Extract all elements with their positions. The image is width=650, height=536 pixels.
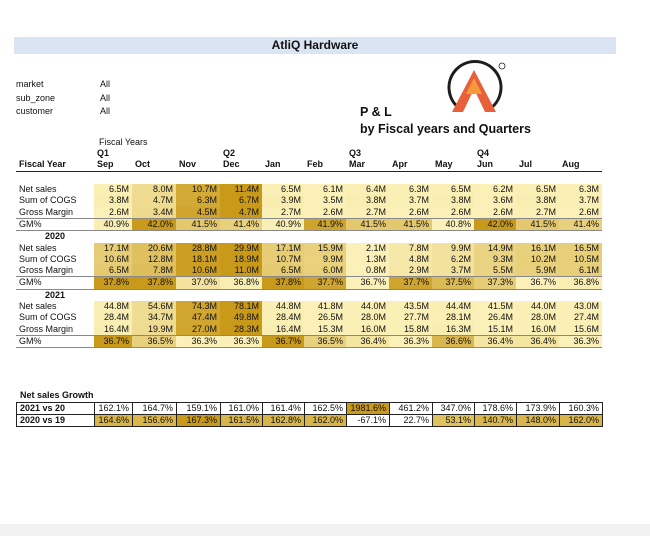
pl-matrix-table (16, 148, 602, 348)
year-row-filler (389, 289, 432, 301)
data-cell[interactable]: 36.8% (559, 277, 602, 289)
year-label (16, 171, 94, 184)
data-cell[interactable]: 9.9M (304, 254, 346, 265)
data-cell[interactable]: 37.3% (474, 277, 516, 289)
data-cell[interactable]: 41.5% (516, 218, 559, 230)
growth-cell[interactable]: 178.6% (475, 403, 517, 415)
data-cell[interactable]: 15.8M (389, 324, 432, 336)
growth-cell[interactable]: 22.7% (390, 415, 433, 427)
year-row-filler (94, 171, 132, 184)
data-cell[interactable]: 20.6M (132, 243, 176, 254)
data-cell[interactable]: 44.8M (94, 301, 132, 312)
data-cell[interactable]: 7.8M (132, 265, 176, 277)
year-row-filler (304, 171, 346, 184)
year-row-filler (559, 171, 602, 184)
data-cell[interactable]: 36.3% (559, 335, 602, 347)
quarter-label (389, 148, 432, 159)
data-cell[interactable]: 4.5M (176, 207, 220, 219)
year-row-filler (220, 231, 262, 243)
quarter-label (516, 148, 559, 159)
data-cell[interactable]: 36.5% (132, 335, 176, 347)
pl-row-net-sales (16, 184, 602, 195)
data-cell[interactable]: 4.7M (220, 207, 262, 219)
growth-cell[interactable]: 159.1% (177, 403, 221, 415)
data-cell[interactable]: 10.7M (176, 184, 220, 195)
row-label: Gross Margin (19, 265, 74, 276)
month-header: May (432, 159, 474, 171)
pl-report-title (360, 104, 531, 138)
growth-row (17, 403, 603, 415)
data-cell[interactable]: 10.6M (94, 254, 132, 265)
data-cell[interactable]: 3.6M (474, 195, 516, 206)
year-row-filler (176, 231, 220, 243)
data-cell[interactable]: 10.2M (516, 254, 559, 265)
year-row-filler (346, 289, 389, 301)
data-cell[interactable]: 17.1M (94, 243, 132, 254)
data-cell[interactable]: 40.8% (432, 218, 474, 230)
growth-cell[interactable]: 164.7% (133, 403, 177, 415)
year-row-filler (94, 289, 132, 301)
growth-cell[interactable]: 347.0% (433, 403, 475, 415)
data-cell[interactable]: 3.8M (516, 195, 559, 206)
growth-cell[interactable]: 161.0% (221, 403, 263, 415)
year-row-filler (262, 289, 304, 301)
row-label: Sum of COGS (19, 195, 77, 206)
data-cell[interactable]: 3.8M (432, 195, 474, 206)
growth-cell[interactable]: 164.6% (95, 415, 133, 427)
month-header: Oct (132, 159, 176, 171)
data-cell[interactable]: 3.7M (432, 265, 474, 277)
data-cell[interactable]: 16.0M (516, 324, 559, 336)
data-cell[interactable]: 36.3% (220, 335, 262, 347)
data-cell[interactable]: 2.7M (262, 207, 304, 219)
data-cell[interactable]: 6.1M (559, 265, 602, 277)
data-cell[interactable]: 41.5% (389, 218, 432, 230)
bottom-scroll-area (0, 524, 650, 536)
data-cell[interactable]: 6.4M (346, 184, 389, 195)
data-cell[interactable]: 12.8M (132, 254, 176, 265)
data-cell[interactable]: 29.9M (220, 243, 262, 254)
data-cell[interactable]: 28.4M (262, 312, 304, 323)
data-cell[interactable]: 36.6% (432, 335, 474, 347)
growth-cell[interactable]: 140.7% (475, 415, 517, 427)
data-cell[interactable]: 2.7M (346, 207, 389, 219)
growth-cell[interactable]: 148.0% (517, 415, 560, 427)
row-label: Net sales (19, 184, 57, 195)
data-cell[interactable]: 10.7M (262, 254, 304, 265)
data-cell[interactable]: 41.8M (304, 301, 346, 312)
data-cell[interactable]: 6.3M (176, 195, 220, 206)
data-cell[interactable]: 2.6M (559, 207, 602, 219)
year-row-filler (304, 289, 346, 301)
data-cell[interactable]: 36.4% (474, 335, 516, 347)
year-row-filler (304, 231, 346, 243)
data-cell[interactable]: 6.5M (432, 184, 474, 195)
data-cell[interactable]: 2.1M (346, 243, 389, 254)
year-header-row (16, 231, 602, 243)
filter-row-sub-zone[interactable] (16, 92, 156, 106)
data-cell[interactable]: 43.0M (559, 301, 602, 312)
row-label: Net sales (19, 301, 57, 312)
data-cell[interactable]: 26.5M (304, 312, 346, 323)
data-cell[interactable]: 6.2M (474, 184, 516, 195)
data-cell[interactable]: 4.8M (389, 254, 432, 265)
report-title-bar: AtliQ Hardware (14, 37, 616, 54)
data-cell[interactable]: 5.5M (474, 265, 516, 277)
data-cell[interactable]: 15.3M (304, 324, 346, 336)
data-cell[interactable]: 19.9M (132, 324, 176, 336)
quarter-label: Q3 (349, 148, 362, 158)
data-cell[interactable]: 9.9M (432, 243, 474, 254)
growth-cell[interactable]: 162.0% (560, 415, 603, 427)
data-cell[interactable]: 6.0M (304, 265, 346, 277)
data-cell[interactable]: 28.4M (94, 312, 132, 323)
data-cell[interactable]: 8.0M (132, 184, 176, 195)
growth-cell[interactable]: 162.0% (305, 415, 347, 427)
data-cell[interactable]: 44.8M (262, 301, 304, 312)
data-cell[interactable]: 28.8M (176, 243, 220, 254)
data-cell[interactable]: 41.5% (346, 218, 389, 230)
data-cell[interactable]: 27.0M (176, 324, 220, 336)
quarter-label: Q1 (97, 148, 110, 158)
data-cell[interactable]: 16.4M (262, 324, 304, 336)
quarter-header-row (16, 148, 602, 159)
data-cell[interactable]: 2.6M (432, 207, 474, 219)
data-cell[interactable]: 10.5M (559, 254, 602, 265)
quarter-label (432, 148, 474, 159)
year-row-filler (516, 231, 559, 243)
data-cell[interactable]: 34.7M (132, 312, 176, 323)
year-row-filler (176, 289, 220, 301)
quarter-header-spacer (16, 148, 94, 159)
pl-row-gm-pct (16, 335, 602, 347)
row-label: GM% (16, 218, 94, 230)
month-header: Jul (516, 159, 559, 171)
data-cell[interactable]: 2.6M (389, 207, 432, 219)
data-cell[interactable]: 16.0M (346, 324, 389, 336)
year-row-filler (94, 231, 132, 243)
year-row-filler (516, 289, 559, 301)
data-cell[interactable]: 18.1M (176, 254, 220, 265)
filter-panel (16, 78, 156, 119)
year-row-filler (432, 171, 474, 184)
pl-row-gm-pct (16, 218, 602, 230)
growth-cell[interactable]: 161.4% (263, 403, 305, 415)
data-cell[interactable]: 2.9M (389, 265, 432, 277)
year-label: 2021 (44, 289, 66, 300)
growth-cell[interactable]: 53.1% (433, 415, 475, 427)
growth-cell[interactable]: 173.9% (517, 403, 560, 415)
growth-row-label: 2020 vs 19 (17, 415, 95, 427)
row-label: Sum of COGS (19, 253, 77, 264)
row-label: Gross Margin (19, 206, 74, 217)
data-cell[interactable]: 6.2M (432, 254, 474, 265)
pl-row-cogs (16, 195, 602, 206)
month-header: Nov (176, 159, 220, 171)
data-cell[interactable]: 36.4% (346, 335, 389, 347)
data-cell[interactable]: 36.3% (389, 335, 432, 347)
quarter-label: Q4 (477, 148, 490, 158)
data-cell[interactable]: 36.8% (220, 277, 262, 289)
quarter-label: Q2 (223, 148, 236, 158)
data-cell[interactable]: 6.5M (262, 184, 304, 195)
growth-cell[interactable]: 167.3% (177, 415, 221, 427)
data-cell[interactable]: 41.9% (304, 218, 346, 230)
data-cell[interactable]: 4.7M (132, 195, 176, 206)
data-cell[interactable]: 37.0% (176, 277, 220, 289)
year-row-filler (559, 289, 602, 301)
filter-label: sub_zone (16, 92, 56, 103)
data-cell[interactable]: 37.8% (94, 277, 132, 289)
data-cell[interactable]: 42.0% (474, 218, 516, 230)
data-cell[interactable]: 15.6M (559, 324, 602, 336)
data-cell[interactable]: 27.7M (389, 312, 432, 323)
data-cell[interactable]: 36.5% (304, 335, 346, 347)
data-cell[interactable]: 6.7M (220, 195, 262, 206)
year-header-row (16, 289, 602, 301)
data-cell[interactable]: 3.4M (132, 207, 176, 219)
row-label: Sum of COGS (19, 312, 77, 323)
data-cell[interactable]: 54.6M (132, 301, 176, 312)
data-cell[interactable]: 0.8M (346, 265, 389, 277)
month-header: Mar (346, 159, 389, 171)
year-row-filler (220, 171, 262, 184)
data-cell[interactable]: 15.1M (474, 324, 516, 336)
month-header: Jun (474, 159, 516, 171)
filter-row-market[interactable] (16, 78, 156, 92)
data-cell[interactable]: 1.3M (346, 254, 389, 265)
growth-cell[interactable]: 162.5% (305, 403, 347, 415)
data-cell[interactable]: 36.7% (346, 277, 389, 289)
year-row-filler (262, 171, 304, 184)
data-cell[interactable]: 6.5M (94, 265, 132, 277)
year-row-filler (559, 231, 602, 243)
data-cell[interactable]: 9.3M (474, 254, 516, 265)
data-cell[interactable]: 36.4% (516, 335, 559, 347)
data-cell[interactable]: 3.8M (346, 195, 389, 206)
fiscal-years-label: Fiscal Years (99, 137, 148, 147)
year-row-filler (176, 171, 220, 184)
data-cell[interactable]: 3.9M (262, 195, 304, 206)
quarter-label (176, 148, 220, 159)
net-sales-growth-title: Net sales Growth (20, 390, 94, 400)
year-row-filler (474, 231, 516, 243)
data-cell[interactable]: 36.7% (516, 277, 559, 289)
data-cell[interactable]: 49.8M (220, 312, 262, 323)
data-cell[interactable]: 28.1M (432, 312, 474, 323)
row-label: GM% (16, 335, 94, 347)
data-cell[interactable]: 3.7M (559, 195, 602, 206)
growth-cell[interactable]: -67.1% (347, 415, 390, 427)
data-cell[interactable]: 36.3% (176, 335, 220, 347)
data-cell[interactable]: 28.0M (346, 312, 389, 323)
year-row-filler (474, 171, 516, 184)
year-row-filler (132, 171, 176, 184)
pl-row-cogs (16, 254, 602, 265)
growth-cell[interactable]: 156.6% (133, 415, 177, 427)
data-cell[interactable]: 74.3M (176, 301, 220, 312)
data-cell[interactable]: 16.3M (432, 324, 474, 336)
data-cell[interactable]: 37.8% (132, 277, 176, 289)
quarter-label (262, 148, 304, 159)
year-row-filler (474, 289, 516, 301)
month-header: Sep (94, 159, 132, 171)
filter-value[interactable]: All (100, 79, 111, 89)
growth-cell[interactable]: 160.3% (560, 403, 603, 415)
year-row-filler (516, 171, 559, 184)
data-cell[interactable]: 16.4M (94, 324, 132, 336)
pl-title-line-1: P & L (360, 105, 392, 119)
year-row-filler (389, 231, 432, 243)
data-cell[interactable]: 36.7% (262, 335, 304, 347)
year-row-filler (262, 231, 304, 243)
year-row-filler (432, 289, 474, 301)
data-cell[interactable]: 28.3M (220, 324, 262, 336)
year-row-filler (432, 231, 474, 243)
pl-row-net-sales (16, 301, 602, 312)
data-cell[interactable]: 41.4% (559, 218, 602, 230)
month-header: Aug (559, 159, 602, 171)
growth-cell[interactable]: 162.1% (95, 403, 133, 415)
row-label: Gross Margin (19, 323, 74, 334)
quarter-label (559, 148, 602, 159)
year-label: 2020 (44, 231, 66, 242)
quarter-label (132, 148, 176, 159)
net-sales-growth-table (16, 402, 603, 427)
data-cell[interactable]: 37.8% (262, 277, 304, 289)
data-cell[interactable]: 6.3M (389, 184, 432, 195)
month-header: Feb (304, 159, 346, 171)
data-cell[interactable]: 7.8M (389, 243, 432, 254)
row-label: GM% (16, 277, 94, 289)
filter-label: market (16, 79, 44, 89)
data-cell[interactable]: 14.9M (474, 243, 516, 254)
data-cell[interactable]: 2.6M (94, 207, 132, 219)
pl-row-cogs (16, 312, 602, 323)
data-cell[interactable]: 36.7% (94, 335, 132, 347)
year-row-filler (132, 289, 176, 301)
data-cell[interactable]: 28.0M (516, 312, 559, 323)
year-row-filler (132, 231, 176, 243)
year-row-filler (220, 289, 262, 301)
growth-cell[interactable]: 161.5% (221, 415, 263, 427)
data-cell[interactable]: 37.7% (389, 277, 432, 289)
data-cell[interactable]: 10.6M (176, 265, 220, 277)
data-cell[interactable]: 40.9% (94, 218, 132, 230)
pl-title-line-2: by Fiscal years and Quarters (360, 122, 531, 136)
data-cell[interactable]: 27.4M (559, 312, 602, 323)
year-row-filler (346, 171, 389, 184)
data-cell[interactable]: 2.6M (474, 207, 516, 219)
data-cell[interactable]: 2.7M (516, 207, 559, 219)
growth-cell[interactable]: 1981.6% (347, 403, 390, 415)
spacer-row (16, 171, 602, 184)
quarter-label (304, 148, 346, 159)
data-cell[interactable]: 42.0% (132, 218, 176, 230)
data-cell[interactable]: 6.3M (559, 184, 602, 195)
year-row-filler (389, 171, 432, 184)
data-cell[interactable]: 37.5% (432, 277, 474, 289)
data-cell[interactable]: 16.1M (516, 243, 559, 254)
growth-row (17, 415, 603, 427)
data-cell[interactable]: 11.0M (220, 265, 262, 277)
data-cell[interactable]: 6.5M (94, 184, 132, 195)
pl-row-gross-margin (16, 207, 602, 219)
data-cell[interactable]: 3.8M (94, 195, 132, 206)
data-cell[interactable]: 16.5M (559, 243, 602, 254)
data-cell[interactable]: 6.1M (304, 184, 346, 195)
data-cell[interactable]: 47.4M (176, 312, 220, 323)
data-cell[interactable]: 17.1M (262, 243, 304, 254)
data-cell[interactable]: 43.5M (389, 301, 432, 312)
growth-cell[interactable]: 162.8% (263, 415, 305, 427)
filter-label: customer (16, 106, 54, 116)
data-cell[interactable]: 6.5M (516, 184, 559, 195)
data-cell[interactable]: 78.1M (220, 301, 262, 312)
data-cell[interactable]: 15.9M (304, 243, 346, 254)
pl-row-gross-margin (16, 265, 602, 277)
data-cell[interactable]: 44.0M (346, 301, 389, 312)
month-header-row (16, 159, 602, 171)
data-cell[interactable]: 18.9M (220, 254, 262, 265)
growth-row-label: 2021 vs 20 (17, 403, 95, 415)
data-cell[interactable]: 5.9M (516, 265, 559, 277)
filter-value[interactable]: All (100, 92, 111, 103)
data-cell[interactable]: 26.4M (474, 312, 516, 323)
pl-row-net-sales (16, 243, 602, 254)
filter-value[interactable]: All (100, 106, 111, 116)
data-cell[interactable]: 3.5M (304, 195, 346, 206)
data-cell[interactable]: 11.4M (220, 184, 262, 195)
data-cell[interactable]: 2.6M (304, 207, 346, 219)
pl-row-gm-pct (16, 277, 602, 289)
month-header: Jan (262, 159, 304, 171)
month-header: Apr (389, 159, 432, 171)
data-cell[interactable]: 41.5% (176, 218, 220, 230)
filter-row-customer[interactable] (16, 105, 156, 119)
data-cell[interactable]: 44.0M (516, 301, 559, 312)
month-header: Dec (220, 159, 262, 171)
data-cell[interactable]: 41.4% (220, 218, 262, 230)
data-cell[interactable]: 37.7% (304, 277, 346, 289)
data-cell[interactable]: 3.7M (389, 195, 432, 206)
growth-cell[interactable]: 461.2% (390, 403, 433, 415)
data-cell[interactable]: 6.5M (262, 265, 304, 277)
pl-row-gross-margin (16, 324, 602, 336)
data-cell[interactable]: 40.9% (262, 218, 304, 230)
year-row-filler (346, 231, 389, 243)
fiscal-year-header: Fiscal Year (16, 159, 94, 171)
row-label: Net sales (19, 242, 57, 253)
data-cell[interactable]: 41.5M (474, 301, 516, 312)
data-cell[interactable]: 44.4M (432, 301, 474, 312)
